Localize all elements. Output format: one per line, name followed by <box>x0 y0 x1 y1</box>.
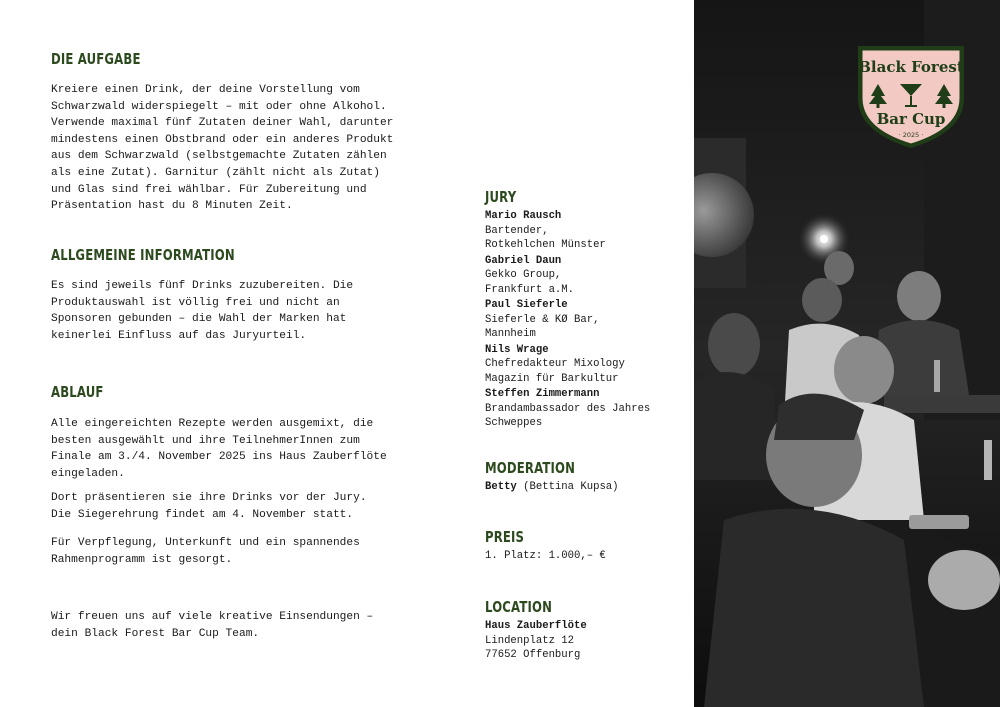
moderation-text <box>485 480 619 495</box>
location-lines: Lindenplatz 12 77652 Offenburg <box>485 634 581 661</box>
jury-member-detail: Magazin für Barkultur <box>485 372 619 385</box>
jury-member-detail: Brandambassador des Jahres <box>485 402 651 415</box>
jury-member-detail: Bartender, <box>485 224 549 237</box>
jury-member-detail: Mannheim <box>485 328 536 340</box>
jury-member-name: Paul Sieferle <box>485 299 568 311</box>
jury-list <box>485 209 650 432</box>
jury-member-detail: Sieferle & KØ Bar, <box>485 313 600 326</box>
jury-member <box>485 209 650 253</box>
ablauf-p1: Alle eingereichten Rezepte werden ausgemixt, die besten ausgewählt und ihre TeilnehmerInnen zum Finale am 3./4. November 2025 ins Haus Zauberflöte eingeladen. <box>51 418 387 480</box>
badge-year: · 2025 · <box>898 131 924 139</box>
heading-info: ALLGEMEINE INFORMATION <box>51 246 235 264</box>
jury-member <box>485 343 650 387</box>
jury-member-detail: Schweppes <box>485 417 543 429</box>
jury-member-name: Steffen Zimmermann <box>485 388 600 400</box>
black-forest-bar-cup-logo <box>854 40 968 152</box>
location-name: Haus Zauberflöte <box>485 620 587 632</box>
badge-line2: Bar Cup <box>876 110 946 128</box>
heading-jury: JURY <box>485 188 517 206</box>
aufgabe-text: Kreiere einen Drink, der deine Vorstellung vom Schwarzwald widerspiegelt – mit oder ohne Alkohol. Verwende maximal fünf Zutaten deiner Wahl, darunter mindestens einen Obstbrand oder ein anderes Produkt aus dem Schwarzwald (selbstgemachte Zutaten zählen als eine Zutat). Garnitur (zählt nicht als Zutat) und Glas sind frei wählbar. Für Zubereitung und Präsentation hast du 8 Minuten Zeit. <box>51 84 394 213</box>
jury-member-detail: Rotkehlchen Münster <box>485 239 606 251</box>
badge-line1: Black Forest <box>858 58 964 76</box>
heading-ablauf: ABLAUF <box>51 383 104 401</box>
moderator-detail: (Bettina Kupsa) <box>516 481 619 493</box>
heading-moderation: MODERATION <box>485 459 576 477</box>
jury-member-name: Gabriel Daun <box>485 254 562 267</box>
preis-text: 1. Platz: 1.000,– € <box>485 550 606 562</box>
heading-aufgabe: DIE AUFGABE <box>51 50 141 68</box>
moderator-name: Betty <box>485 481 517 493</box>
jury-member-name: Mario Rausch <box>485 210 562 222</box>
heading-preis: PREIS <box>485 528 525 546</box>
jury-member-detail: Chefredakteur Mixology <box>485 358 625 370</box>
heading-location: LOCATION <box>485 598 553 616</box>
jury-member-detail: Frankfurt a.M. <box>485 283 575 296</box>
location-text <box>485 619 587 663</box>
info-text: Es sind jeweils fünf Drinks zuzubereiten. Die Produktauswahl ist völlig frei und nicht an Sponsoren gebunden – die Wahl der Marken hat keinerlei Einfluss auf das Juryurteil. <box>51 280 354 342</box>
ablauf-p2: Dort präsentieren sie ihre Drinks vor der Jury. Die Siegerehrung findet am 4. November statt. <box>51 492 367 521</box>
jury-member <box>485 387 650 431</box>
jury-member <box>485 254 650 298</box>
jury-member-name: Nils Wrage <box>485 343 549 356</box>
jury-member <box>485 298 650 342</box>
ablauf-p3: Für Verpflegung, Unterkunft und ein spannendes Rahmenprogramm ist gesorgt. <box>51 537 360 566</box>
ablauf-p4: Wir freuen uns auf viele kreative Einsendungen – dein Black Forest Bar Cup Team. <box>51 611 374 640</box>
jury-member-detail: Gekko Group, <box>485 269 562 281</box>
